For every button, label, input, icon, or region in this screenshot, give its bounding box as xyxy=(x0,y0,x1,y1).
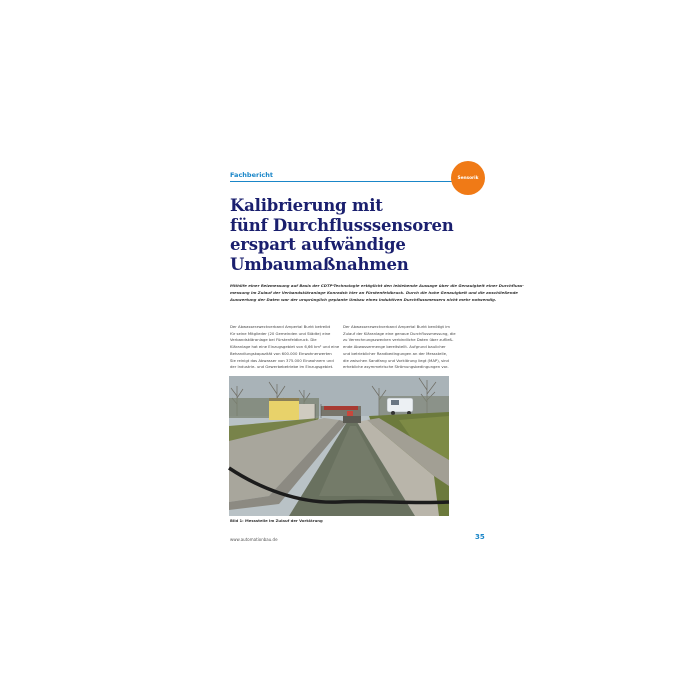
title-line: Kalibrierung mit xyxy=(230,196,383,215)
body-line: für seine Mitglieder (20 Gemeinden und Städte) eine xyxy=(230,330,331,336)
lead-line: Mithilfe einer Reizmessung auf Basis der CDTP-Technologie ertäglicht den leblebende Aussage über die Genauigkeit einer Durchfluss- xyxy=(230,283,524,288)
body-line: ende Abwassermenge bereitstellt. Aufgrund baulicher xyxy=(343,344,446,350)
section-label: Fachbericht xyxy=(230,171,274,179)
body-line: erhebliche asymmetrische Strömungsbedingungen vor- xyxy=(343,364,449,370)
lead-line: Auswertung der Daten war der ursprünglich geplante Umbau eines induktiven Durchflussmessers nicht mehr notwendig. xyxy=(230,296,497,302)
body-line: Verbandskläranlage bei Fürstenfeldbruck. Die xyxy=(230,337,317,343)
footer-url: www.automationbau.de xyxy=(230,537,278,542)
body-column-left xyxy=(230,324,340,371)
body-line: Der Abwasserzweckverband Ampertal Burkt betreibt xyxy=(230,324,331,329)
body-line: die zwischen Sandfang und Vorklärung liegt (MAP), sind xyxy=(343,357,449,363)
article-photo xyxy=(229,376,449,516)
lead-line: messung im Zulauf der Verbandskläranlage Konradsh hier an Fürstenfeldbruck. Durch die hohe Genauigkeit und die anschließende xyxy=(230,289,518,295)
page-number: 35 xyxy=(475,533,485,541)
body-line: Sie reinigt das Abwasser von 375.000 Einwohnern und xyxy=(230,357,334,363)
body-line: Zulauf der Kläranlage eine genaue Durchflussmessung, die xyxy=(343,330,456,336)
photo-caption: Bild 1: Messstelle im Zulauf der Vorklärung xyxy=(230,518,323,523)
photo-illustration xyxy=(229,376,449,516)
title-line: fünf Durchflusssensoren xyxy=(230,215,454,235)
body-line: und betrieblicher Randbedingungen an der Messstelle, xyxy=(343,350,448,356)
magazine-page xyxy=(213,158,524,558)
title-line: Umbaumaßnahmen xyxy=(230,254,409,274)
article-title xyxy=(230,196,470,274)
body-line: zu Verrechnungszwecken verbindliche Daten über zufließ- xyxy=(343,337,454,343)
body-line: Kläranlage hat eine Einzugsgebiet von 6,66 km² und eine xyxy=(230,344,340,350)
header-rule xyxy=(230,181,458,182)
body-line: Der Abwasserzweckverband Ampertal Burkt benötigt im xyxy=(343,324,450,329)
body-column-right xyxy=(343,324,456,371)
lead-paragraph xyxy=(230,283,524,303)
title-line: erspart aufwändige xyxy=(230,235,406,254)
body-line: Behandlungskapazität von 600.000 Einwohnerwerten xyxy=(230,350,332,356)
body-line: der Industrie- und Gewerbebetriebe im Einzugsgebiet. xyxy=(230,364,334,370)
category-badge: Sensorik xyxy=(451,161,485,195)
